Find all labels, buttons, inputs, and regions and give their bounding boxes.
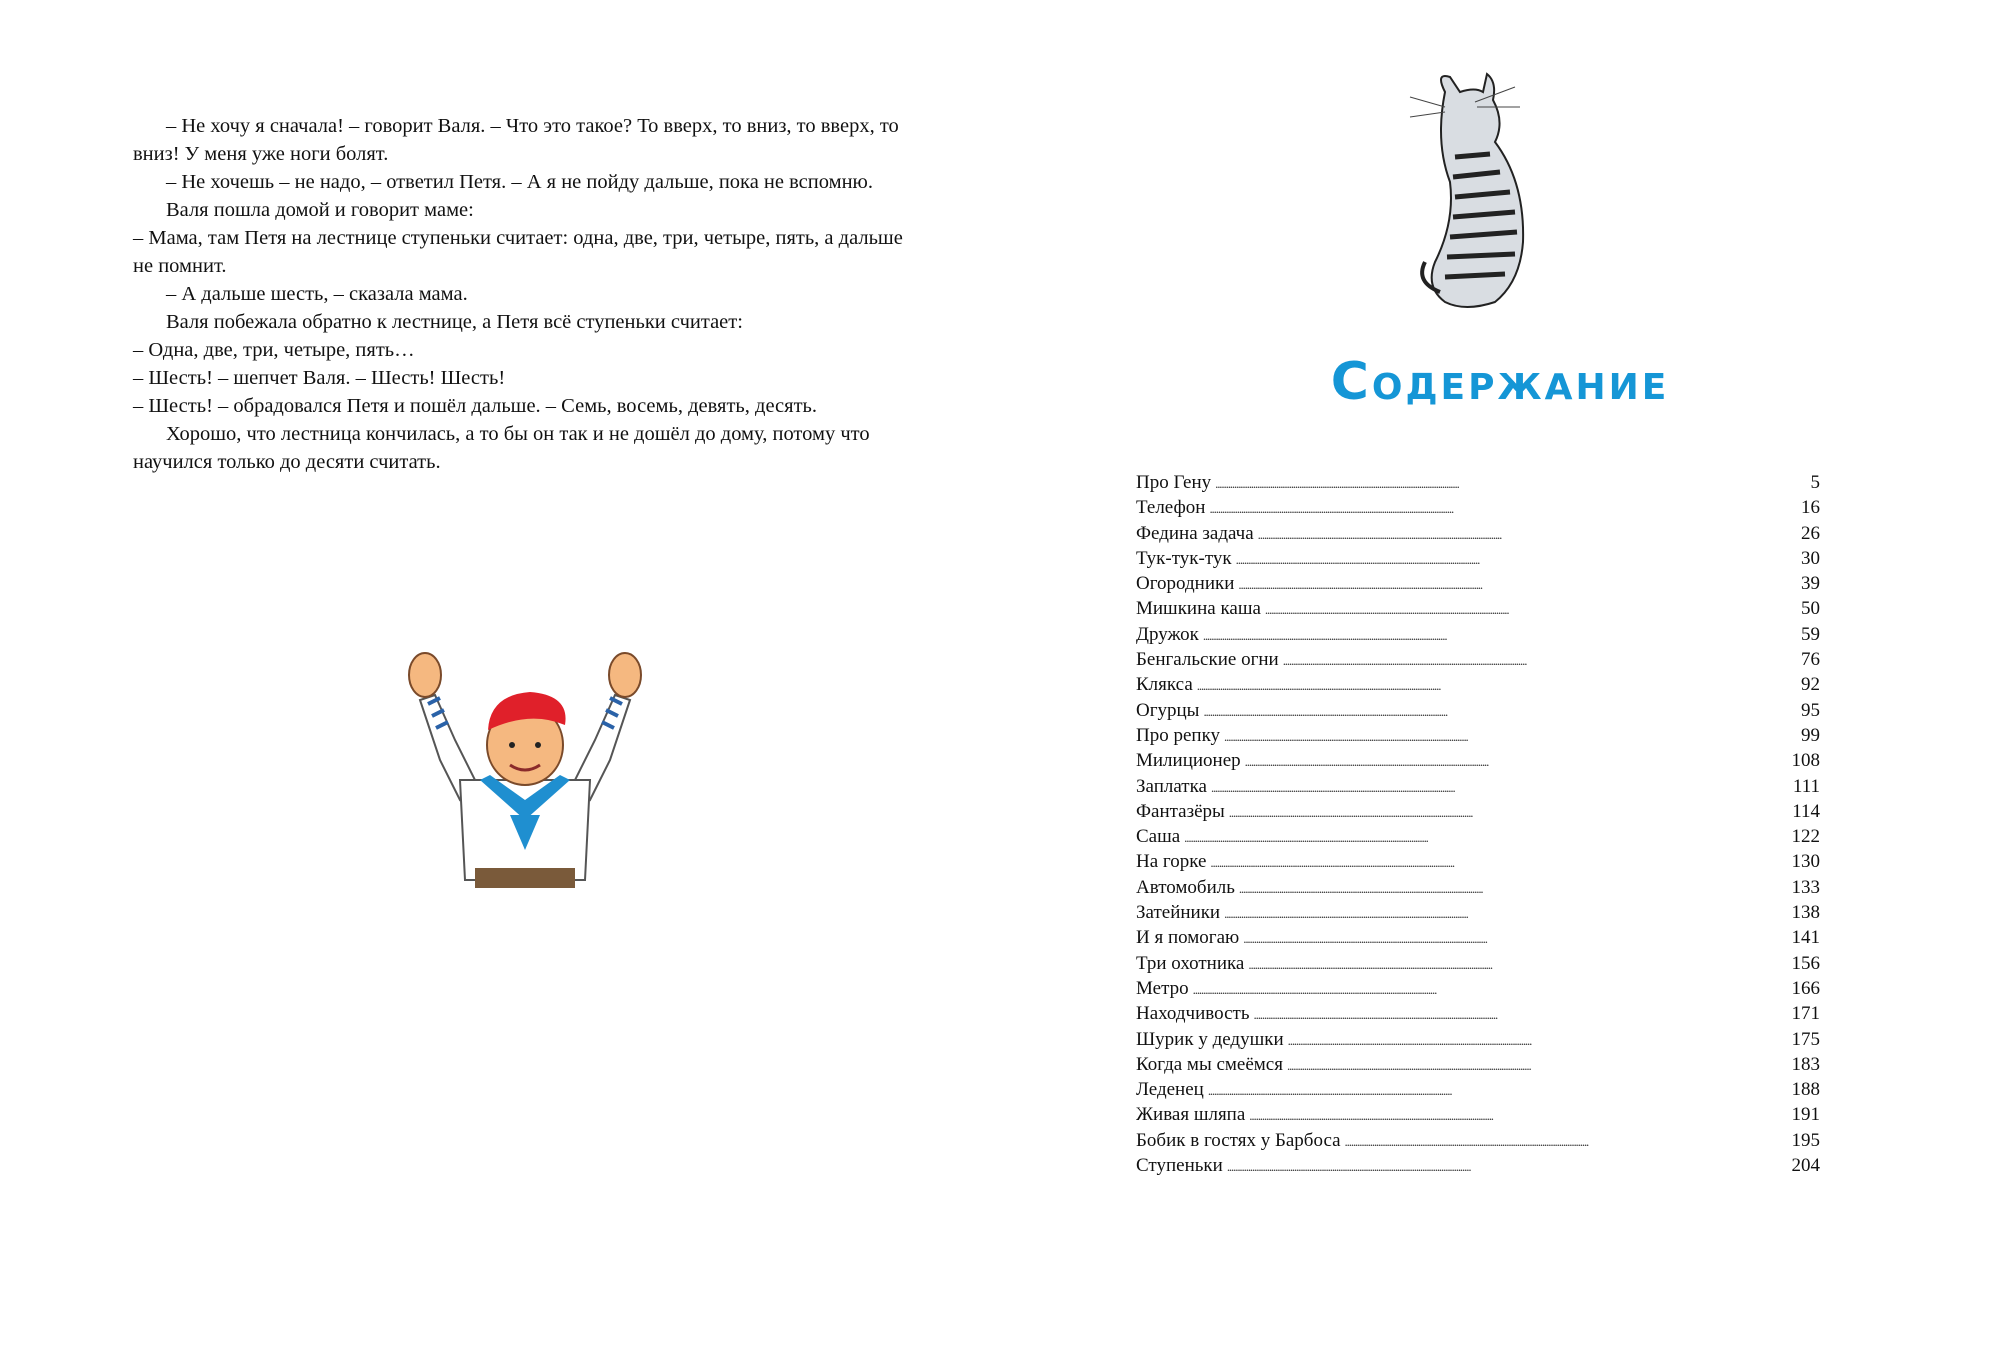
toc-entry	[1136, 1003, 1820, 1028]
toc-entry-title: Саша	[1136, 826, 1181, 848]
toc-leader-dots	[1245, 750, 1788, 772]
toc-leader-dots	[1197, 674, 1797, 696]
toc-entry-title: Про репку	[1136, 724, 1221, 746]
toc-entry-page: 26	[1801, 522, 1820, 544]
toc-leader-dots	[1224, 725, 1797, 747]
toc-entry-title: Живая шляпа	[1136, 1104, 1246, 1126]
story-paragraph: – Шесть! – обрадовался Петя и пошёл дальше. – Семь, восемь, девять, десять.	[133, 395, 818, 417]
story-paragraph: Хорошо, что лестница кончилась, а то бы он так и не дошёл до дому, потому что научился только до десяти считать.	[133, 423, 870, 473]
toc-leader-dots	[1211, 776, 1789, 798]
toc-entry	[1136, 497, 1820, 522]
table-of-contents	[1136, 472, 1820, 1180]
toc-entry-title: Милиционер	[1136, 750, 1241, 772]
toc-leader-dots	[1229, 801, 1788, 823]
toc-entry-page: 92	[1801, 674, 1820, 696]
cat-illustration	[1405, 62, 1555, 328]
toc-entry-page: 188	[1791, 1079, 1820, 1101]
toc-entry-page: 111	[1792, 775, 1820, 797]
toc-leader-dots	[1265, 598, 1797, 620]
toc-entry-page: 138	[1791, 902, 1820, 924]
toc-entry	[1136, 1104, 1820, 1129]
toc-entry-page: 156	[1791, 952, 1820, 974]
toc-leader-dots	[1249, 1104, 1787, 1126]
story-paragraph: – Одна, две, три, четыре, пять…	[133, 339, 415, 361]
toc-entry	[1136, 1155, 1820, 1180]
story-text	[133, 112, 913, 476]
toc-entry-title: Находчивость	[1136, 1003, 1250, 1025]
toc-entry	[1136, 851, 1820, 876]
toc-entry	[1136, 598, 1820, 623]
toc-entry-page: 130	[1791, 851, 1820, 873]
story-paragraph: – Шесть! – шепчет Валя. – Шесть! Шесть!	[133, 367, 506, 389]
toc-entry-page: 50	[1801, 598, 1820, 620]
toc-entry-title: Затейники	[1136, 902, 1221, 924]
toc-entry	[1136, 927, 1820, 952]
toc-entry-title: Мишкина каша	[1136, 598, 1261, 620]
toc-entry-title: И я помогаю	[1136, 927, 1240, 949]
toc-entry-page: 114	[1792, 800, 1820, 822]
toc-entry-title: Про Гену	[1136, 472, 1212, 493]
story-paragraph: – Мама, там Петя на лестнице ступеньки считает: одна, две, три, четыре, пять, а дальше не помнит.	[133, 227, 903, 277]
toc-entry-page: 39	[1801, 573, 1820, 595]
toc-entry-page: 59	[1801, 623, 1820, 645]
toc-entry-page: 204	[1791, 1155, 1820, 1177]
toc-entry	[1136, 826, 1820, 851]
toc-entry-page: 191	[1791, 1104, 1820, 1126]
story-paragraph: Валя пошла домой и говорит маме:	[166, 199, 474, 221]
toc-entry-page: 183	[1791, 1053, 1820, 1075]
toc-leader-dots	[1203, 624, 1797, 646]
toc-leader-dots	[1210, 851, 1787, 873]
story-paragraph: – А дальше шесть, – сказала мама.	[166, 283, 468, 305]
toc-leader-dots	[1287, 1054, 1788, 1076]
toc-entry	[1136, 902, 1820, 927]
story-paragraph: – Не хочешь – не надо, – ответил Петя. – А я не пойду дальше, пока не вспомню.	[166, 171, 873, 193]
toc-entry-page: 175	[1791, 1028, 1820, 1050]
toc-entry	[1136, 548, 1820, 573]
toc-entry-title: Клякса	[1136, 674, 1193, 696]
toc-entry	[1136, 573, 1820, 598]
toc-entry-page: 122	[1791, 826, 1820, 848]
toc-leader-dots	[1248, 953, 1787, 975]
toc-entry-page: 133	[1791, 876, 1820, 898]
toc-entry	[1136, 776, 1820, 801]
toc-leader-dots	[1239, 877, 1788, 899]
toc-entry-title: Бенгальские огни	[1136, 649, 1279, 671]
toc-entry-title: Телефон	[1136, 497, 1206, 519]
toc-entry	[1136, 523, 1820, 548]
toc-leader-dots	[1254, 1003, 1788, 1025]
toc-entry-page: 95	[1801, 699, 1820, 721]
toc-leader-dots	[1224, 902, 1787, 924]
toc-entry-title: Федина задача	[1136, 522, 1254, 544]
toc-leader-dots	[1203, 700, 1797, 722]
toc-entry-page: 166	[1791, 977, 1820, 999]
toc-entry-title: Тук-тук-тук	[1136, 547, 1232, 569]
toc-entry	[1136, 801, 1820, 826]
right-page	[1000, 0, 2000, 1356]
story-paragraph: Валя побежала обратно к лестнице, а Петя всё ступеньки считает:	[166, 311, 743, 333]
toc-leader-dots	[1283, 649, 1797, 671]
toc-entry	[1136, 1029, 1820, 1054]
toc-entry-page: 108	[1791, 750, 1820, 772]
toc-entry	[1136, 953, 1820, 978]
toc-entry-title: Дружок	[1136, 623, 1199, 645]
toc-entry	[1136, 472, 1820, 497]
toc-entry-page: 99	[1801, 724, 1820, 746]
boy-illustration	[380, 640, 670, 890]
toc-leader-dots	[1227, 1155, 1788, 1177]
toc-entry	[1136, 700, 1820, 725]
toc-entry	[1136, 649, 1820, 674]
toc-leader-dots	[1209, 497, 1797, 519]
toc-leader-dots	[1243, 927, 1787, 949]
toc-entry-title: Ступеньки	[1136, 1155, 1223, 1177]
toc-leader-dots	[1236, 548, 1797, 570]
toc-entry-page: 195	[1791, 1129, 1820, 1151]
toc-entry	[1136, 674, 1820, 699]
toc-entry	[1136, 1130, 1820, 1155]
toc-entry	[1136, 750, 1820, 775]
toc-entry-title: Когда мы смеёмся	[1136, 1053, 1283, 1075]
story-paragraph: – Не хочу я сначала! – говорит Валя. – Что это такое? То вверх, то вниз, то вверх, то вниз! У меня уже ноги болят.	[133, 115, 899, 165]
toc-entry-title: Автомобиль	[1136, 876, 1235, 898]
toc-leader-dots	[1215, 472, 1806, 494]
toc-leader-dots	[1258, 523, 1797, 545]
toc-leader-dots	[1238, 573, 1797, 595]
toc-entry	[1136, 1054, 1820, 1079]
toc-entry-page: 76	[1801, 649, 1820, 671]
toc-entry-title: Шурик у дедушки	[1136, 1028, 1284, 1050]
toc-entry-title: Метро	[1136, 977, 1189, 999]
toc-entry-page: 141	[1791, 927, 1820, 949]
toc-entry-page: 16	[1801, 497, 1820, 519]
toc-entry	[1136, 978, 1820, 1003]
toc-leader-dots	[1193, 978, 1788, 1000]
toc-leader-dots	[1208, 1079, 1788, 1101]
toc-entry-page: 5	[1810, 472, 1820, 493]
toc-entry	[1136, 725, 1820, 750]
toc-title: Содержание	[1330, 352, 1670, 412]
toc-entry-title: Три охотника	[1136, 952, 1245, 974]
toc-entry-title: На горке	[1136, 851, 1207, 873]
toc-entry	[1136, 1079, 1820, 1104]
toc-entry-page: 30	[1801, 547, 1820, 569]
toc-entry	[1136, 877, 1820, 902]
toc-entry-title: Фантазёры	[1136, 800, 1225, 822]
toc-entry-title: Бобик в гостях у Барбоса	[1136, 1129, 1341, 1151]
toc-entry-title: Огурцы	[1136, 699, 1200, 721]
toc-leader-dots	[1345, 1130, 1788, 1152]
toc-entry	[1136, 624, 1820, 649]
toc-entry-title: Огородники	[1136, 573, 1235, 595]
toc-leader-dots	[1184, 826, 1787, 848]
toc-entry-page: 171	[1791, 1003, 1820, 1025]
toc-entry-title: Заплатка	[1136, 775, 1207, 797]
toc-entry-title: Леденец	[1136, 1079, 1204, 1101]
toc-leader-dots	[1288, 1029, 1788, 1051]
